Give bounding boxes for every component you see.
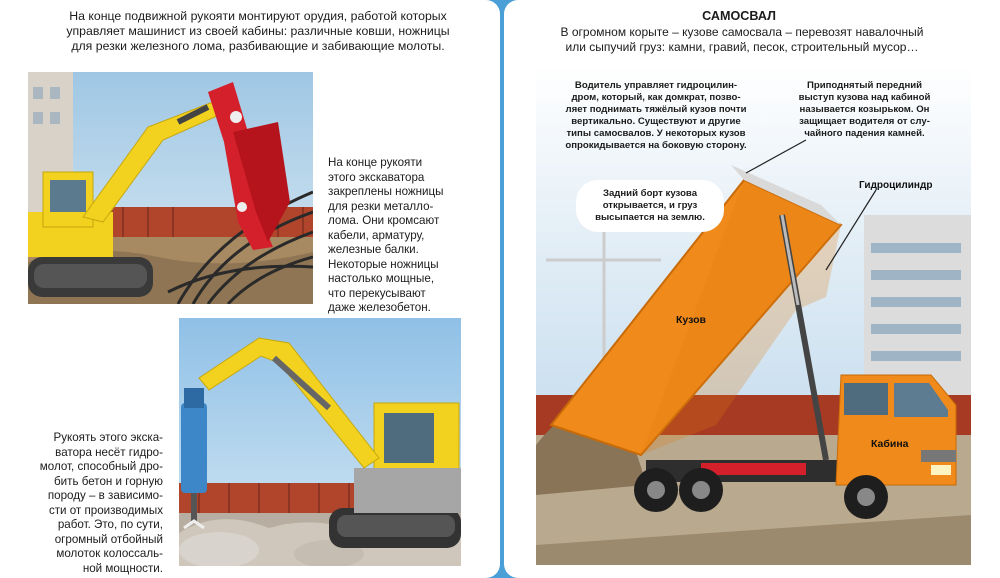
callout-line: ляет поднимать тяжёлый кузов почти bbox=[565, 104, 747, 115]
caption-line: породу – в зависимо- bbox=[47, 489, 163, 502]
label-body: Кузов bbox=[676, 314, 706, 326]
caption-line: молот, способный дро- bbox=[39, 460, 163, 473]
caption-line: Некоторые ножницы bbox=[328, 257, 439, 271]
caption-line: ной мощности. bbox=[82, 561, 163, 575]
caption-line: для резки металло- bbox=[328, 199, 434, 213]
right-intro bbox=[522, 25, 962, 55]
right-intro-line: или сыпучий груз: камни, гравий, песок, строительный мусор… bbox=[565, 40, 919, 54]
callout-line: Задний борт кузова bbox=[602, 188, 698, 199]
caption-line: молоток колоссаль- bbox=[56, 547, 163, 560]
callout-line: выступ кузова над кабиной bbox=[798, 92, 931, 103]
hammer-caption bbox=[20, 431, 163, 576]
right-page bbox=[504, 0, 1000, 578]
caption-line: даже железобетон. bbox=[328, 301, 431, 314]
caption-line: сти от производимых bbox=[48, 503, 163, 517]
caption-line: этого экскаватора bbox=[328, 170, 425, 184]
caption-line: закреплены ножницы bbox=[328, 185, 444, 198]
page-title: САМОСВАЛ bbox=[702, 9, 776, 23]
callout-line: называется козырьком. Он bbox=[799, 104, 930, 115]
callout-line: высыпается на землю. bbox=[595, 212, 705, 223]
excavator-shears-image bbox=[28, 72, 313, 304]
caption-line: Рукоять этого экска- bbox=[53, 431, 163, 444]
shears-caption bbox=[328, 156, 468, 316]
caption-line: огромный отбойный bbox=[54, 532, 163, 546]
caption-line: что перекусывают bbox=[328, 286, 426, 300]
caption-line: ватора несёт гидро- bbox=[55, 445, 163, 459]
callout-line: Приподнятый передний bbox=[806, 80, 923, 91]
caption-line: железные балки. bbox=[328, 243, 419, 256]
callout-line: типы самосвалов. У некоторых кузов bbox=[566, 128, 746, 139]
label-cylinder: Гидроцилиндр bbox=[859, 180, 933, 191]
caption-line: настолько мощные, bbox=[328, 272, 435, 285]
caption-line: кабели, арматуру, bbox=[328, 228, 425, 242]
caption-line: лома. Они кромсают bbox=[328, 214, 440, 227]
callout-line: опрокидывается на боковую сторону. bbox=[565, 140, 747, 151]
left-intro bbox=[38, 9, 478, 54]
caption-line: На конце рукояти bbox=[328, 156, 423, 169]
callout-tailgate bbox=[576, 180, 724, 232]
right-intro-line: В огромном корыте – кузове самосвала – перевозят навалочный bbox=[560, 25, 924, 39]
callout-visor bbox=[782, 80, 947, 140]
caption-line: бить бетон и горную bbox=[54, 474, 163, 488]
left-intro-line: управляет машинист из своей кабины: различные ковши, ножницы bbox=[66, 24, 450, 38]
callout-line: защищает водителя от слу- bbox=[799, 116, 930, 127]
left-intro-line: На конце подвижной рукояти монтируют орудия, работой которых bbox=[69, 9, 447, 23]
callout-line: чайного падения камней. bbox=[804, 128, 925, 139]
left-intro-line: для резки железного лома, разбивающие и забивающие молоты. bbox=[71, 39, 445, 53]
callout-line: вертикально. Существуют и другие bbox=[571, 116, 741, 127]
callout-line: дром, который, как домкрат, позво- bbox=[571, 92, 741, 103]
callout-driver bbox=[552, 80, 760, 152]
callout-line: Водитель управляет гидроцилин- bbox=[574, 80, 738, 91]
excavator-hammer-image bbox=[179, 318, 461, 566]
callout-line: открывается, и груз bbox=[602, 200, 698, 211]
label-cabin: Кабина bbox=[871, 438, 909, 450]
caption-line: работ. Это, по сути, bbox=[57, 518, 163, 531]
